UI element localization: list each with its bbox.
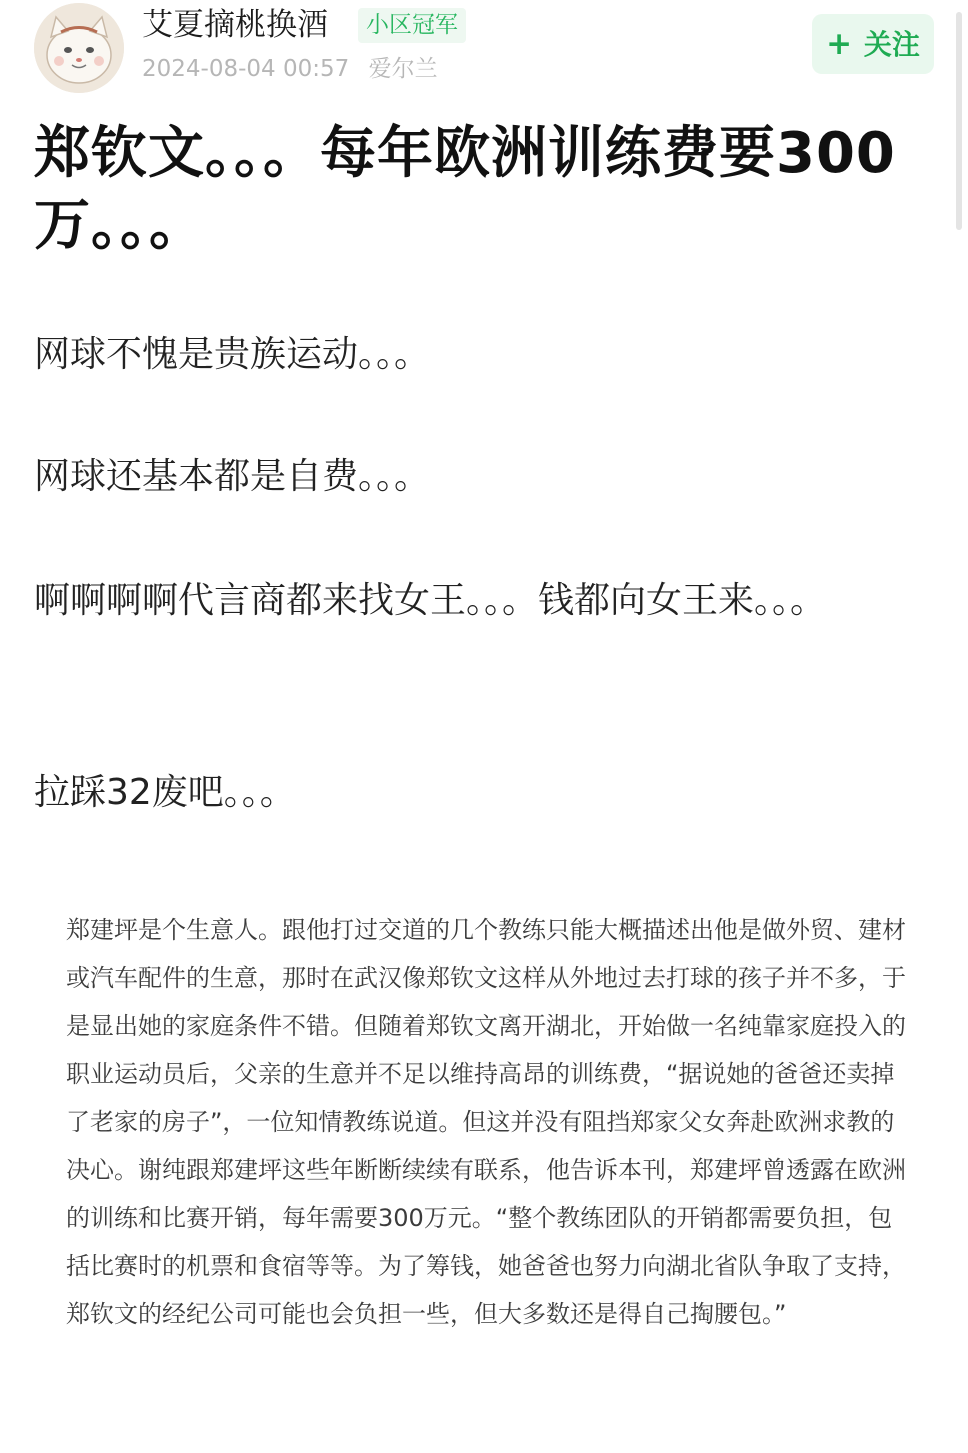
follow-button-label: 关注 — [863, 28, 920, 61]
post-timestamp: 2024-08-04 00:57 — [142, 56, 350, 82]
post-location: 爱尔兰 — [368, 56, 438, 82]
post-paragraph: 网球还基本都是自费。。。 — [34, 456, 431, 497]
author-avatar[interactable] — [34, 3, 124, 93]
quoted-article-image[interactable] — [30, 882, 938, 1402]
quoted-article-text: 郑建坪是个生意人。跟他打过交道的几个教练只能大概描述出他是做外贸、建材或汽车配件的生意，那时在武汉像郑钦文这样从外地过去打球的孩子并不多，于是显出她的家庭条件不错。但随着郑钦文离开湖北，开始做一名纯靠家庭投入的职业运动员后，父亲的生意并不足以维持高昂的训练费，“据说她的爸爸还卖掉了老家的房子”，一位知情教练说道。但这并没有阻挡郑家父女奔赴欧洲求教的决心。谢纯跟郑建坪这些年断断续续有联系，他告诉本刊，郑建坪曾透露在欧洲的训练和比赛开销，每年需要300万元。“整个教练团队的开销都需要负担，包括比赛时的机票和食宿等等。为了筹钱，她爸爸也努力向湖北省队争取了支持，郑钦文的经纪公司可能也会负担一些，但大多数还是得自己掏腰包。” — [66, 916, 906, 1328]
post-paragraph: 拉踩32废吧。。。 — [34, 772, 296, 813]
scrollbar-thumb[interactable] — [956, 12, 962, 230]
author-name[interactable]: 艾夏摘桃换酒 — [142, 7, 328, 43]
plus-icon: + — [826, 26, 853, 62]
follow-button[interactable] — [812, 14, 934, 74]
post-header — [0, 0, 968, 110]
post-paragraph: 啊啊啊啊代言商都来找女王。。。钱都向女王来。。。 — [34, 580, 827, 621]
scrollbar[interactable] — [954, 0, 962, 1453]
author-badge: 小区冠军 — [358, 8, 466, 43]
cat-avatar-icon — [34, 3, 124, 93]
post-meta — [142, 54, 438, 84]
post-title: 郑钦文。。。每年欧洲训练费要300万。。。 — [34, 121, 896, 258]
post-paragraph: 网球不愧是贵族运动。。。 — [34, 334, 431, 375]
